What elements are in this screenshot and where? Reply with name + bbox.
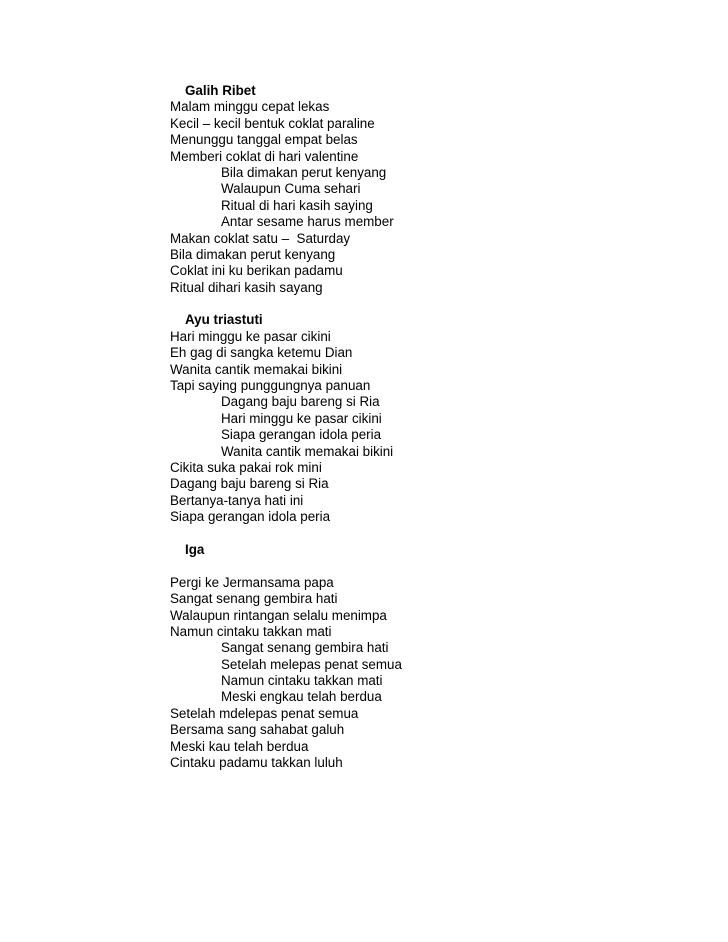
poem-line: Namun cintaku takkan mati [170,623,332,639]
poem-line: Menunggu tanggal empat belas [170,132,358,148]
poem-line: Hari minggu ke pasar cikini [170,328,331,344]
poem-line: Kecil – kecil bentuk coklat paraline [170,115,375,131]
poem-line: Malam minggu cepat lekas [170,99,330,115]
poem-line: Bersama sang sahabat galuh [170,722,345,738]
poem-line-indented: Walaupun Cuma sehari [221,181,361,197]
poem-line-indented: Namun cintaku takkan mati [221,673,383,689]
poem-line: Wanita cantik memakai bikini [170,361,343,377]
poem-ayu-triastuti [170,312,690,525]
poem-line: Dagang baju bareng si Ria [170,476,329,492]
poem-line: Tapi saying punggungnya panuan [170,378,371,394]
blank-line [170,558,690,574]
poem-line: Bila dimakan perut kenyang [170,246,336,262]
poem-line: Bertanya-tanya hati ini [170,492,304,508]
poem-line-indented: Hari minggu ke pasar cikini [221,410,382,426]
poem-collection [170,83,690,771]
poem-line-indented: Meski engkau telah berdua [221,689,382,705]
poem-line-indented: Wanita cantik memakai bikini [221,443,394,459]
poem-line: Meski kau telah berdua [170,738,309,754]
poem-line: Walaupun rintangan selalu menimpa [170,607,387,623]
poem-title: Iga [185,541,205,557]
poem-title: Ayu triastuti [185,312,263,328]
poem-line-indented: Ritual di hari kasih saying [221,197,373,213]
poem-line: Pergi ke Jermansama papa [170,574,334,590]
poem-line: Makan coklat satu – Saturday [170,230,351,246]
poem-line: Ritual dihari kasih sayang [170,279,323,295]
poem-line: Eh gag di sangka ketemu Dian [170,345,353,361]
poem-line-indented: Siapa gerangan idola peria [221,427,382,443]
poem-line: Coklat ini ku berikan padamu [170,263,343,279]
poem-line: Sangat senang gembira hati [170,591,338,607]
poem-iga [170,542,690,771]
poem-line-indented: Setelah melepas penat semua [221,656,402,672]
poem-line: Cintaku padamu takkan luluh [170,755,343,771]
poem-title: Galih Ribet [185,83,256,98]
poem-line-indented: Dagang baju bareng si Ria [221,394,380,410]
poem-line-indented: Bila dimakan perut kenyang [221,164,387,180]
poem-galih-ribet [170,83,690,296]
poem-line: Setelah mdelepas penat semua [170,705,359,721]
poem-line: Siapa gerangan idola peria [170,509,331,525]
poem-line: Cikita suka pakai rok mini [170,459,322,475]
poem-line-indented: Antar sesame harus member [221,214,394,230]
poem-line: Memberi coklat di hari valentine [170,148,359,164]
poem-line-indented: Sangat senang gembira hati [221,640,389,656]
